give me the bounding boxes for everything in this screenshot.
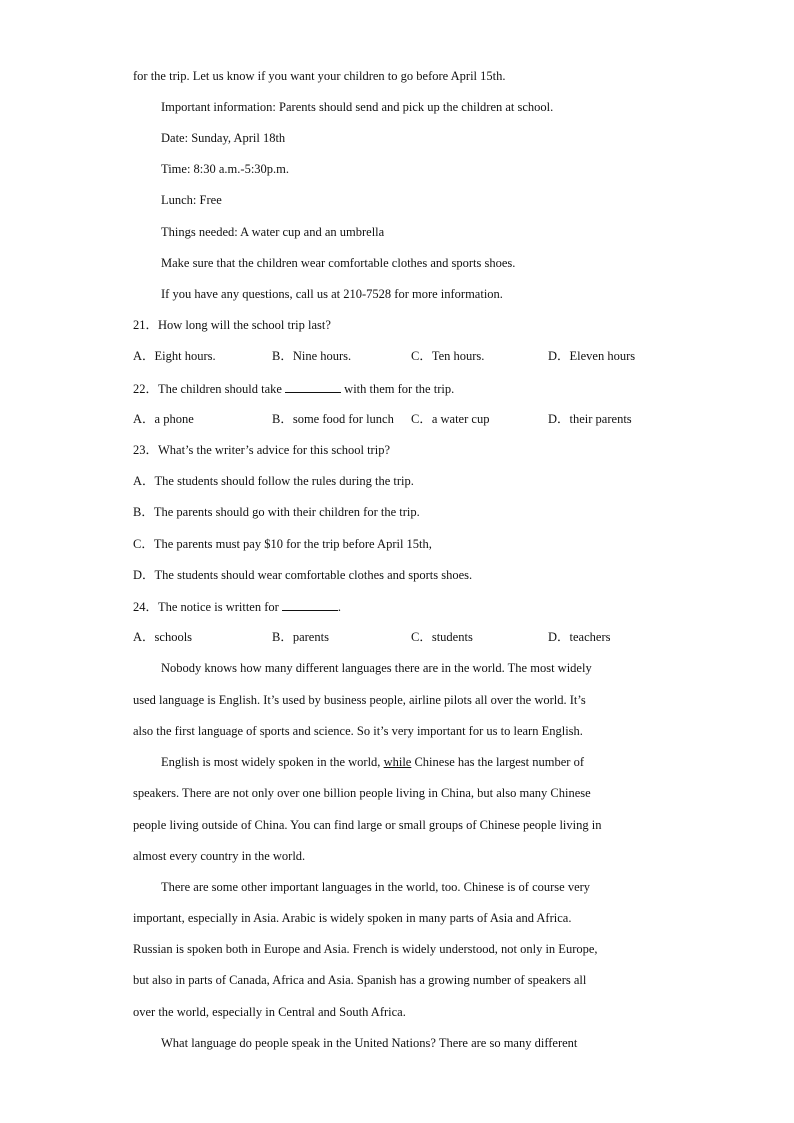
passage-p3-line: but also in parts of Canada, Africa and Asia. Spanish has a growing number of speakers all [133,973,587,987]
question-24-option-a: A．schools [133,630,193,644]
passage-p2-before: English is most widely spoken in the world, [161,755,384,769]
question-23-option-d: D．The students should wear comfortable clothes and sports shoes. [133,568,473,582]
notice-date: Date: Sunday, April 18th [161,131,286,145]
answer-blank [285,380,341,393]
notice-clothes: Make sure that the children wear comfortable clothes and sports shoes. [161,256,516,270]
notice-important: Important information: Parents should send and pick up the children at school. [161,100,554,114]
passage-p3-line: Russian is spoken both in Europe and Asia. French is widely understood, not only in Europe, [133,942,598,956]
notice-lunch: Lunch: Free [161,193,222,207]
question-24-option-d: D．teachers [548,630,611,644]
question-22-stem-before: 22．The children should take [133,382,286,396]
question-23-option-c: C．The parents must pay $10 for the trip before April 15th, [133,537,432,551]
passage-p1-line: Nobody knows how many different languages there are in the world. The most widely [161,661,592,675]
question-24-stem-before: 24．The notice is written for [133,600,282,614]
passage-p2-line: almost every country in the world. [133,849,306,863]
passage-p2-line: speakers. There are not only over one billion people living in China, but also many Chinese [133,786,591,800]
question-22-option-c: C．a water cup [411,412,490,426]
notice-things: Things needed: A water cup and an umbrella [161,225,385,239]
question-23-option-b: B．The parents should go with their children for the trip. [133,505,420,519]
notice-time: Time: 8:30 a.m.-5:30p.m. [161,162,290,176]
question-22-option-a: A．a phone [133,412,194,426]
question-24-stem-after: . [337,600,342,614]
question-22-option-d: D．their parents [548,412,632,426]
question-21-stem: 21．How long will the school trip last? [133,318,331,332]
question-24-option-b: B．parents [272,630,329,644]
underlined-word: while [383,755,412,769]
notice-questions: If you have any questions, call us at 210-7528 for more information. [161,287,503,301]
question-21-option-c: C．Ten hours. [411,349,485,363]
question-23-option-a: A．The students should follow the rules during the trip. [133,474,414,488]
question-22-stem [133,380,454,397]
question-24-stem [133,598,341,615]
passage-p3-line: important, especially in Asia. Arabic is widely spoken in many parts of Asia and Africa. [133,911,572,925]
question-21-option-a: A．Eight hours. [133,349,216,363]
passage-p1-line: used language is English. It’s used by business people, airline pilots all over the world. It’s [133,693,586,707]
passage-p2-line: people living outside of China. You can find large or small groups of Chinese people living in [133,818,602,832]
passage-p4-line: What language do people speak in the United Nations? There are so many different [161,1036,578,1050]
passage-p1-line: also the first language of sports and science. So it’s very important for us to learn English. [133,724,583,738]
question-21-option-b: B．Nine hours. [272,349,352,363]
question-22-option-b: B．some food for lunch [272,412,394,426]
answer-blank [282,598,338,611]
question-23-stem: 23．What’s the writer’s advice for this school trip? [133,443,390,457]
passage-p2-line [161,754,584,770]
question-24-option-c: C．students [411,630,473,644]
question-21-option-d: D．Eleven hours [548,349,636,363]
notice-continuation: for the trip. Let us know if you want your children to go before April 15th. [133,69,506,83]
passage-p3-line: There are some other important languages in the world, too. Chinese is of course very [161,880,591,894]
passage-p2-after: Chinese has the largest number of [411,755,584,769]
passage-p3-line: over the world, especially in Central and South Africa. [133,1005,406,1019]
question-22-stem-after: with them for the trip. [341,382,455,396]
